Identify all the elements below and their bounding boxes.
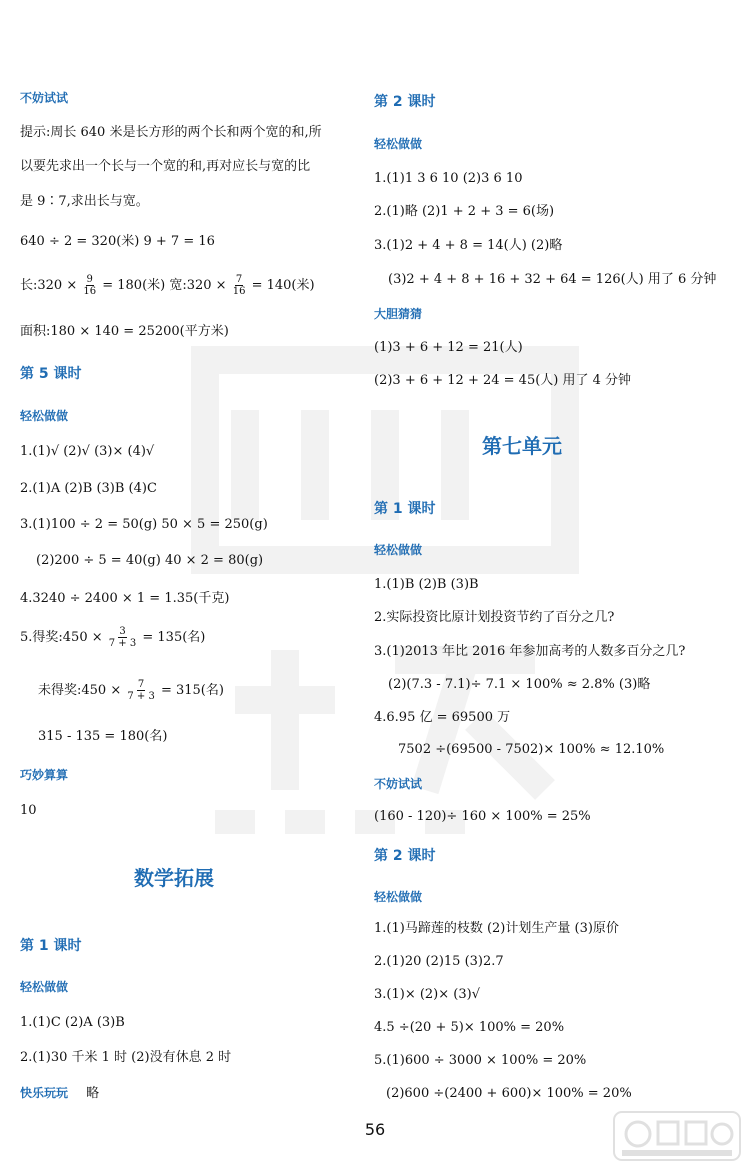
fraction-denominator: 7 + 3: [108, 638, 137, 649]
text-line: 是 9∶7,求出长与宽。: [20, 194, 149, 209]
text-segment: = 140(米): [251, 278, 315, 293]
fraction: [232, 274, 247, 297]
answer-line: 2.(1)A (2)B (3)B (4)C: [20, 481, 157, 496]
text-segment: 未得奖:450 ×: [38, 683, 122, 698]
answer-line: 4.5 ÷(20 + 5)× 100% = 20%: [374, 1020, 565, 1035]
lesson-heading: 第 1 课时: [20, 938, 82, 954]
answer-line: 3.(1)2 + 4 + 8 = 14(人) (2)略: [374, 238, 563, 253]
answer-line: (2)(7.3 - 7.1)÷ 7.1 × 100% ≈ 2.8% (3)略: [388, 677, 651, 692]
fraction-line: [38, 675, 224, 707]
answer-line: (2)200 ÷ 5 = 40(g) 40 × 2 = 80(g): [36, 553, 264, 568]
lesson-heading: 第 2 课时: [374, 94, 436, 110]
right-column: [372, 0, 732, 1166]
answer-line: 1.(1)B (2)B (3)B: [374, 577, 479, 592]
answer-line: 1.(1)C (2)A (3)B: [20, 1015, 125, 1030]
section-heading-easy: 轻松做做: [374, 137, 423, 151]
text-segment: 5.得奖:450 ×: [20, 630, 103, 645]
answer-line: 2.实际投资比原计划投资节约了百分之几?: [374, 610, 615, 625]
section-heading-clever: 巧妙算算: [20, 768, 69, 782]
page-number: 56: [364, 1120, 386, 1139]
text-segment: 长:320 ×: [20, 278, 78, 293]
answer-line: (3)2 + 4 + 8 + 16 + 32 + 64 = 126(人) 用了 6 分钟: [388, 272, 717, 287]
fraction: [108, 626, 137, 649]
section-heading-try: 不妨试试: [20, 91, 69, 105]
answer-line: 5.(1)600 ÷ 3000 × 100% = 20%: [374, 1053, 587, 1068]
answer-line: 1.(1)1 3 6 10 (2)3 6 10: [374, 171, 523, 186]
fraction-denominator: 16: [83, 286, 97, 297]
answer-value: 略: [86, 1086, 100, 1101]
unit-title: 第七单元: [482, 434, 562, 458]
unit-title: 数学拓展: [134, 866, 214, 890]
fraction-numerator: 9: [86, 274, 93, 285]
text-line: 以要先求出一个长与一个宽的和,再对应长与宽的比: [20, 159, 311, 174]
answer-line: 315 - 135 = 180(名): [38, 729, 168, 744]
answer-line: (2)600 ÷(2400 + 600)× 100% = 20%: [386, 1086, 632, 1101]
lesson-heading: 第 1 课时: [374, 501, 436, 517]
lesson-heading: 第 5 课时: [20, 366, 82, 382]
answer-line: 4.6.95 亿 = 69500 万: [374, 710, 511, 725]
text-segment: = 135(名): [142, 630, 206, 645]
section-heading-easy: 轻松做做: [20, 409, 69, 423]
answer-line: 1.(1)马蹄莲的枝数 (2)计划生产量 (3)原价: [374, 921, 619, 936]
text-segment: = 180(米) 宽:320 ×: [102, 278, 227, 293]
answer-line: 1.(1)√ (2)√ (3)× (4)√: [20, 444, 155, 459]
fraction-numerator: 3: [119, 626, 126, 637]
answer-line: (160 - 120)÷ 160 × 100% = 25%: [374, 809, 591, 824]
text-segment: = 315(名): [160, 683, 224, 698]
fraction: [126, 679, 155, 702]
section-heading-guess: 大胆猜猜: [374, 307, 423, 321]
answer-line: 3.(1)× (2)× (3)√: [374, 987, 480, 1002]
section-line: [20, 1084, 99, 1103]
fraction-numerator: 7: [137, 679, 145, 690]
fraction: [82, 274, 97, 297]
answer-line: 4.3240 ÷ 2400 × 1 = 1.35(千克): [20, 591, 230, 606]
text-line: 面积:180 × 140 = 25200(平方米): [20, 324, 229, 339]
answer-line: 10: [20, 803, 37, 818]
fraction-denominator: 16: [232, 286, 246, 297]
text-line: 提示:周长 640 米是长方形的两个长和两个宽的和,所: [20, 125, 322, 140]
left-column: [0, 0, 360, 1166]
section-heading-play: 快乐玩玩: [20, 1086, 69, 1100]
answer-line: (1)3 + 6 + 12 = 21(人): [374, 340, 523, 355]
fraction-line: [20, 622, 205, 654]
answer-line: 3.(1)2013 年比 2016 年参加高考的人数多百分之几?: [374, 644, 686, 659]
section-heading-easy: 轻松做做: [374, 890, 423, 904]
text-line: 640 ÷ 2 = 320(米) 9 + 7 = 16: [20, 234, 215, 249]
answer-line: 2.(1)20 (2)15 (3)2.7: [374, 954, 504, 969]
answer-line: 2.(1)30 千米 1 时 (2)没有休息 2 时: [20, 1050, 232, 1065]
fraction-denominator: 7 + 3: [127, 691, 155, 702]
answer-line: 7502 ÷(69500 - 7502)× 100% ≈ 12.10%: [398, 742, 665, 757]
answer-line: 3.(1)100 ÷ 2 = 50(g) 50 × 5 = 250(g): [20, 517, 268, 532]
section-heading-easy: 轻松做做: [20, 980, 69, 994]
fraction-line: [20, 270, 315, 302]
section-heading-try: 不妨试试: [374, 777, 423, 791]
corner-watermark-logo: [612, 1110, 742, 1162]
answer-line: (2)3 + 6 + 12 + 24 = 45(人) 用了 4 分钟: [374, 373, 632, 388]
lesson-heading: 第 2 课时: [374, 848, 436, 864]
section-heading-easy: 轻松做做: [374, 543, 423, 557]
answer-line: 2.(1)略 (2)1 + 2 + 3 = 6(场): [374, 204, 555, 219]
fraction-numerator: 7: [235, 274, 243, 285]
